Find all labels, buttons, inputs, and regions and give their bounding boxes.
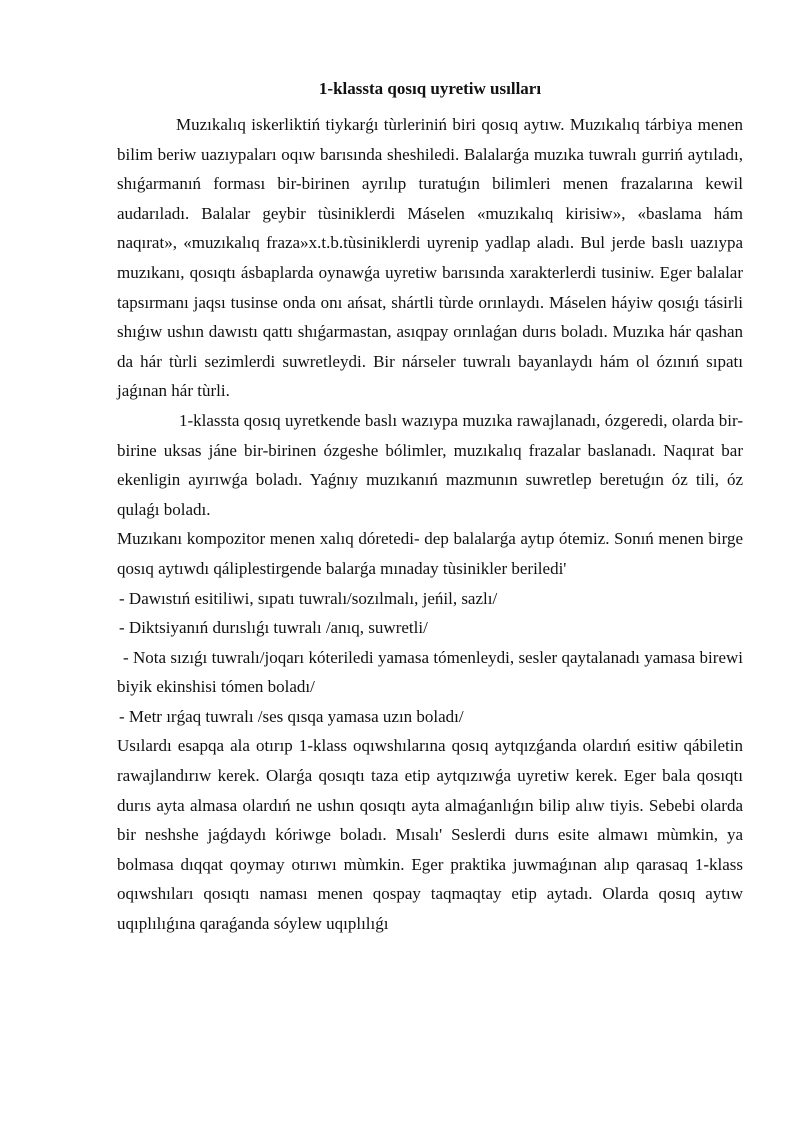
paragraph-intro: Muzıkalıq iskerliktiń tiykarǵı tùrleriniń biri qosıq aytıw. Muzıkalıq tárbiya menen bilim beriw uazıypaları oqıw barısında sheshiledi. Balalarǵa muzıka tuwralı gurriń aytıladı, shıǵarmanıń forması bir-birinen ayrılıp turatuǵın bilimleri menen frazalarına kewil audarıladı. Balalar geybir tùsiniklerdi Máselen «muzıkalıq kirisiw», «baslama hám naqırat», «muzıkalıq fraza»x.t.b.tùsiniklerdi uyrenip yadlap aladı. Bul jerde baslı uazıypa muzıkanı, qosıqtı ásbaplarda oynawǵa uyretiw barısında xarakterlerdi tusiniw. Eger balalar tapsırmanı jaqsı tusinse onda onı ańsat, shártli tùrde orınlaydı. Máselen háyiw qosıǵı tásirli shıǵıw ushın dawıstı qattı shıǵarmastan, asıqpay orınlaǵan durıs boladı. Muzıka hár qashan da hár tùrli sezimlerdi suwretleydi. Bir nárseler tuwralı bayanlaydı hám ol ózınıń sıpatı jaǵınan hár tùrli. — [117, 115, 743, 401]
list-item-melody: - Nota sızıǵı tuwralı/joqarı kóteriledi yamasa tómenleydi, sesler qaytalanadı yamasa birewi biyik ekinshisi tómen boladı/ — [117, 647, 743, 697]
list-item-voice: - Dawıstıń esitiliwi, sıpatı tuwralı/sozılmalı, jeńil, sazlı/ — [119, 588, 498, 608]
paragraph-composer: Muzıkanı kompozitor menen xalıq dóretedi- dep balalarǵa aytıp ótemiz. Sonıń menen birge qosıq aytıwdı qáliplestirgende balarǵa mınaday tùsinikler beriledi' — [117, 529, 743, 578]
paragraph-methods: Usılardı esapqa ala otırıp 1-klass oqıwshılarına qosıq aytqızǵanda olardıń esitiw qábiletin rawajlandırıw kerek. Olarǵa qosıqtı taza etip aytqızıwǵa uyretiw kerek. Eger bala qosıqtı durıs ayta almasa olardıń ne ushın qosıqtı ayta almaǵanlıǵın bilip alıw tiyis. Sebebi olarda bir neshshe jaǵdaydı kóriwge boladı. Mısalı' Seslerdi durıs esite almawı mùmkin, ya bolmasa dıqqat qoymay otırıwı mùmkin. Eger praktika juwmaǵınan alıp qarasaq 1-klass oqıwshıları qosıqtı naması menen qospay taqmaqtay etip aytadı. Olarda qosıq aytıw uqıplılıǵına qaraǵanda sóylew uqıplılıǵı — [117, 736, 743, 934]
list-item-diction: - Diktsiyanıń durıslıǵı tuwralı /anıq, suwretli/ — [119, 618, 428, 638]
document-body — [117, 74, 743, 939]
paragraph-first-grade: 1-klassta qosıq uyretkende baslı wazıypa muzıka rawajlanadı, ózgeredi, olarda bir-birine uksas jáne bir-birinen ózgeshe bólimler, muzıkalıq frazalar baslanadı. Naqırat bar ekenligin ayırıwǵa boladı. Yaǵnıy muzıkanıń mazmunın suwretlep beretuǵın óz tili, óz qulaǵı boladı. — [117, 410, 743, 519]
document-title: 1-klassta qosıq uyretiw usılları — [318, 79, 542, 98]
list-item-meter: - Metr ırǵaq tuwralı /ses qısqa yamasa uzın boladı/ — [119, 706, 464, 726]
